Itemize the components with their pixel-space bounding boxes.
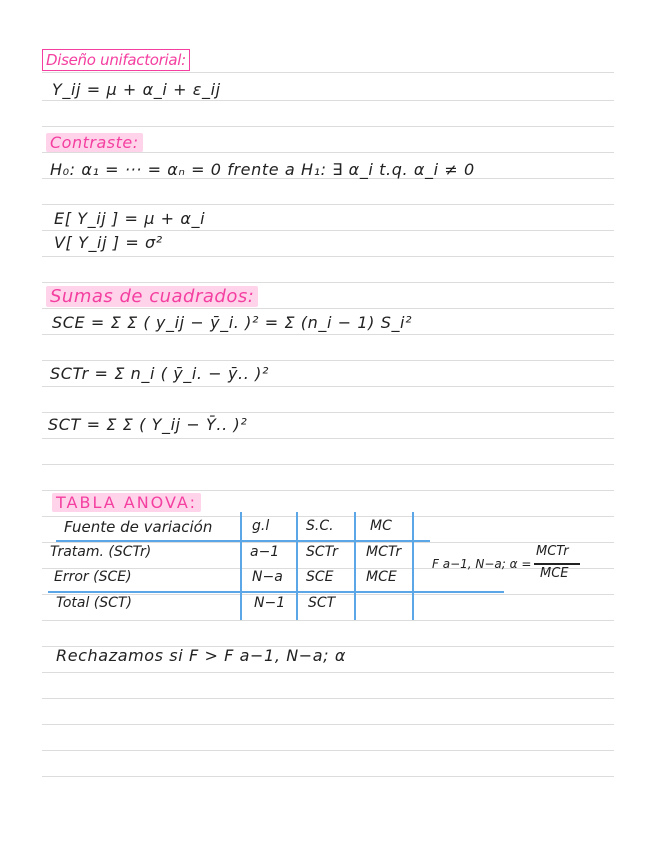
anova-row-ms: MCE — [366, 569, 397, 585]
rule-line — [42, 126, 614, 127]
rule-line — [42, 464, 614, 465]
f-numerator: MCTr — [536, 544, 569, 559]
anova-row-ss: SCT — [308, 595, 336, 611]
table-line — [240, 512, 242, 620]
rule-line — [42, 412, 614, 413]
f-stat-label: F a−1, N−a; α = — [432, 557, 532, 571]
expectation-line: E[ Y_ij ] = μ + α_i — [54, 209, 206, 228]
hypothesis-line: H₀: α₁ = ··· = αₙ = 0 frente a H₁: ∃ α_i t.q. α_i ≠ 0 — [50, 160, 475, 179]
fraction-bar — [534, 563, 580, 565]
anova-row-ss: SCE — [306, 569, 334, 585]
anova-row-df: N−1 — [254, 595, 286, 611]
sce-formula: SCE = Σ Σ ( y_ij − ȳ_i. )² = Σ (n_i − 1) S_i² — [52, 313, 413, 332]
model-equation: Y_ij = μ + α_i + ε_ij — [52, 80, 221, 99]
anova-row-source: Error (SCE) — [54, 569, 132, 585]
heading-anova: TABLA ANOVA: — [52, 493, 201, 512]
rule-line — [42, 542, 614, 543]
anova-row-ss: SCTr — [306, 544, 338, 560]
rule-line — [42, 334, 614, 335]
table-line — [56, 540, 430, 542]
rule-line — [42, 438, 614, 439]
heading-sums: Sumas de cuadrados: — [46, 286, 258, 307]
rule-line — [42, 100, 614, 101]
rule-line — [42, 776, 614, 777]
rule-line — [42, 698, 614, 699]
rule-line — [42, 490, 614, 491]
heading-contrast: Contraste: — [46, 133, 143, 152]
rule-line — [42, 672, 614, 673]
rule-line — [42, 360, 614, 361]
anova-header-ms: MC — [370, 518, 392, 534]
sct-formula: SCT = Σ Σ ( Y_ij − Ȳ.. )² — [48, 415, 248, 434]
rule-line — [42, 230, 614, 231]
anova-header-df: g.l — [252, 518, 270, 534]
table-line — [48, 591, 504, 593]
rule-line — [42, 620, 614, 621]
rule-line — [42, 282, 614, 283]
variance-line: V[ Y_ij ] = σ² — [54, 233, 163, 252]
rule-line — [42, 308, 614, 309]
anova-row-source: Total (SCT) — [56, 595, 132, 611]
heading-design: Diseño unifactorial: — [42, 49, 190, 71]
rule-line — [42, 724, 614, 725]
anova-row-ms: MCTr — [366, 544, 402, 560]
table-line — [296, 512, 298, 620]
anova-row-df: a−1 — [250, 544, 280, 560]
anova-header-ss: S.C. — [306, 518, 334, 534]
rule-line — [42, 386, 614, 387]
rule-line — [42, 72, 614, 73]
rule-line — [42, 750, 614, 751]
table-line — [354, 512, 356, 620]
anova-header-source: Fuente de variación — [64, 518, 213, 536]
f-denominator: MCE — [540, 566, 569, 581]
rule-line — [42, 256, 614, 257]
anova-row-source: Tratam. (SCTr) — [50, 544, 152, 560]
rule-line — [42, 516, 614, 517]
table-line — [412, 512, 414, 620]
rule-line — [42, 152, 614, 153]
rejection-rule: Rechazamos si F > F a−1, N−a; α — [56, 646, 347, 665]
rule-line — [42, 204, 614, 205]
sctr-formula: SCTr = Σ n_i ( ȳ_i. − ȳ.. )² — [50, 364, 269, 383]
anova-row-df: N−a — [252, 569, 283, 585]
